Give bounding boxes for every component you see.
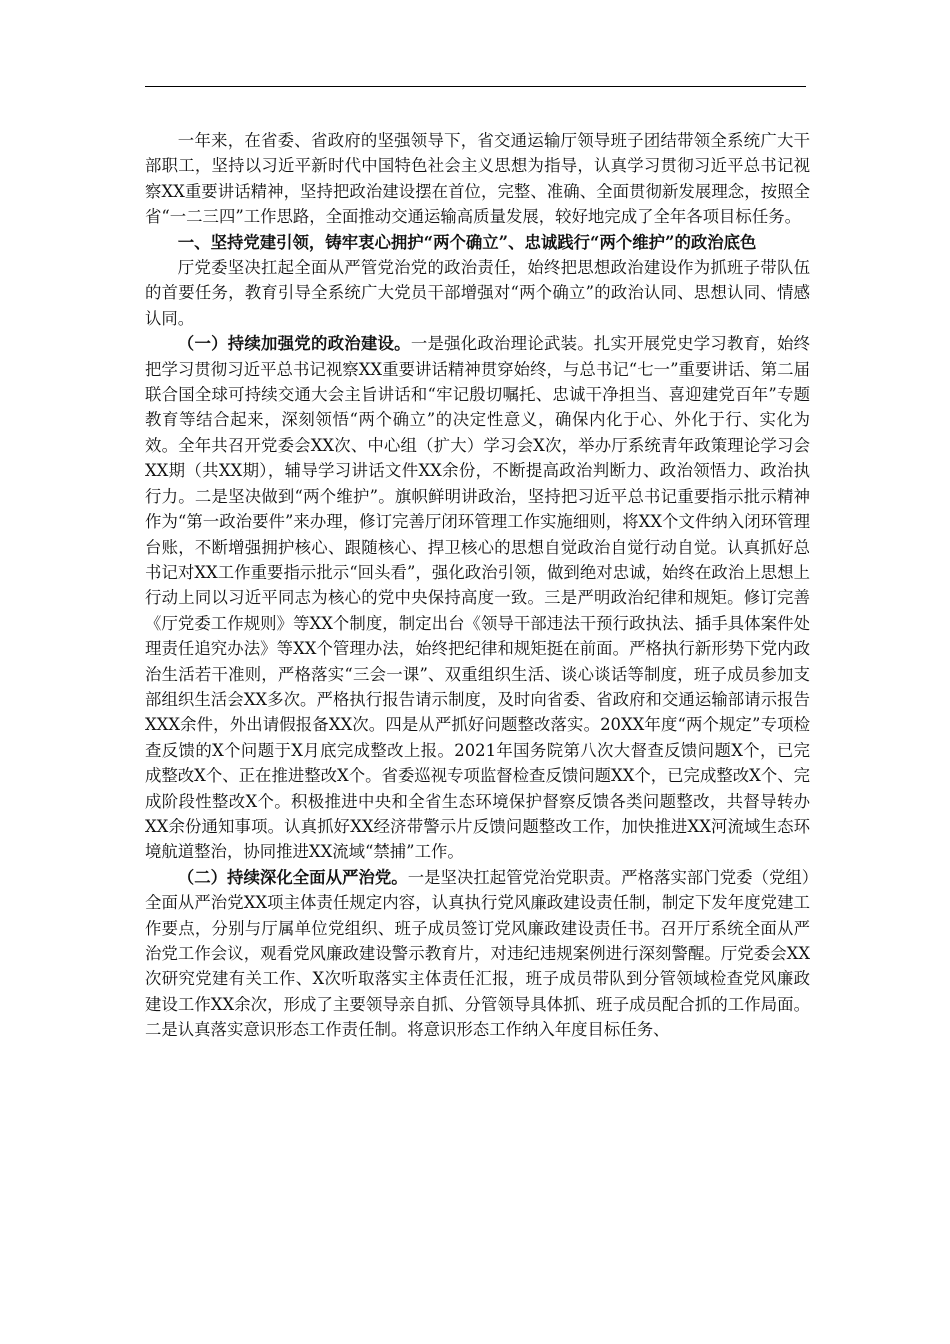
subsection-2-title: （二）持续深化全面从严治党。 <box>177 867 408 887</box>
document-body <box>145 128 810 1043</box>
section-intro-paragraph: 厅党委坚决扛起全面从严管党治党的政治责任，始终把思想政治建设作为抓班子带队伍的首要任务，教育引导全系统广大党员干部增强对“两个确立”的政治认同、思想认同、情感认同。 <box>145 258 810 328</box>
subsection-1-paragraph <box>145 331 810 865</box>
subsection-1-body: 一是强化政治理论武装。扎实开展党史学习教育，始终把学习贯彻习近平总书记视察XX重要讲话精神贯穿始终，与总书记“七一”重要讲话、第二届联合国全球可持续交通大会主旨讲话和“牢记殷切嘱托、忠诚干净担当、喜迎建党百年”专题教育等结合起来，深刻领悟“两个确立”的决定性意义，确保内化于心、外化于行、实化为效。全年共召开党委会XX次、中心组（扩大）学习会X次，举办厅系统青年政策理论学习会XX期（共XX期），辅导学习讲话文件XX余份，不断提高政治判断力、政治领悟力、政治执行力。二是坚决做到“两个维护”。旗帜鲜明讲政治，坚持把习近平总书记重要指示批示精神作为“第一政治要件”来办理，修订完善厅闭环管理工作实施细则，将XX个文件纳入闭环管理台账，不断增强拥护核心、跟随核心、捍卫核心的思想自觉政治自觉行动自觉。认真抓好总书记对XX工作重要指示批示“回头看”，强化政治引领，做到绝对忠诚，始终在政治上思想上行动上同以习近平同志为核心的党中央保持高度一致。三是严明政治纪律和规矩。修订完善《厅党委工作规则》等XX个制度，制定出台《领导干部违法干预行政执法、插手具体案件处理责任追究办法》等XX个管理办法，始终把纪律和规矩挺在前面。严格执行新形势下党内政治生活若干准则，严格落实“三会一课”、双重组织生活、谈心谈话等制度，班子成员参加支部组织生活会XX多次。严格执行报告请示制度，及时向省委、省政府和交通运输部请示报告XXX余件，外出请假报备XX次。四是从严抓好问题整改落实。20XX年度“两个规定”专项检查反馈的X个问题于X月底完成整改上报。2021年国务院第八次大督查反馈问题X个，已完成整改X个、正在推进整改X个。省委巡视专项监督检查反馈问题XX个，已完成整改X个、完成阶段性整改X个。积极推进中央和全省生态环境保护督察反馈各类问题整改，共督导转办XX余份通知事项。认真抓好XX经济带警示片反馈问题整改工作，加快推进XX河流域生态环境航道整治，协同推进XX流域“禁捕”工作。 <box>145 334 811 862</box>
intro-paragraph: 一年来，在省委、省政府的坚强领导下，省交通运输厅领导班子团结带领全系统广大干部职工，坚持以习近平新时代中国特色社会主义思想为指导，认真学习贯彻习近平总书记视察XX重要讲话精神，坚持把政治建设摆在首位，完整、准确、全面贯彻新发展理念，按照全省“一二三四”工作思路，全面推动交通运输高质量发展，较好地完成了全年各项目标任务。 <box>145 131 810 227</box>
section-heading: 一、坚持党建引领，铸牢衷心拥护“两个确立”、忠诚践行“两个维护”的政治底色 <box>177 232 757 252</box>
header-rule <box>145 86 806 87</box>
subsection-2-body: 一是坚决扛起管党治党职责。严格落实部门党委（党组）全面从严治党XX项主体责任规定内容，认真执行党风廉政建设责任制，制定下发年度党建工作要点，分别与厅属单位党组织、班子成员签订党风廉政建设责任书。召开厅系统全面从严治党工作会议，观看党风廉政建设警示教育片，对违纪违规案例进行深刻警醒。厅党委会XX次研究党建有关工作、X次听取落实主体责任汇报，班子成员带队到分管领域检查党风廉政建设工作XX余次，形成了主要领导亲自抓、分管领导具体抓、班子成员配合抓的工作局面。二是认真落实意识形态工作责任制。将意识形态工作纳入年度目标任务、 <box>145 867 810 1040</box>
subsection-2-paragraph <box>145 865 810 1043</box>
subsection-1-title: （一）持续加强党的政治建设。 <box>177 334 411 354</box>
